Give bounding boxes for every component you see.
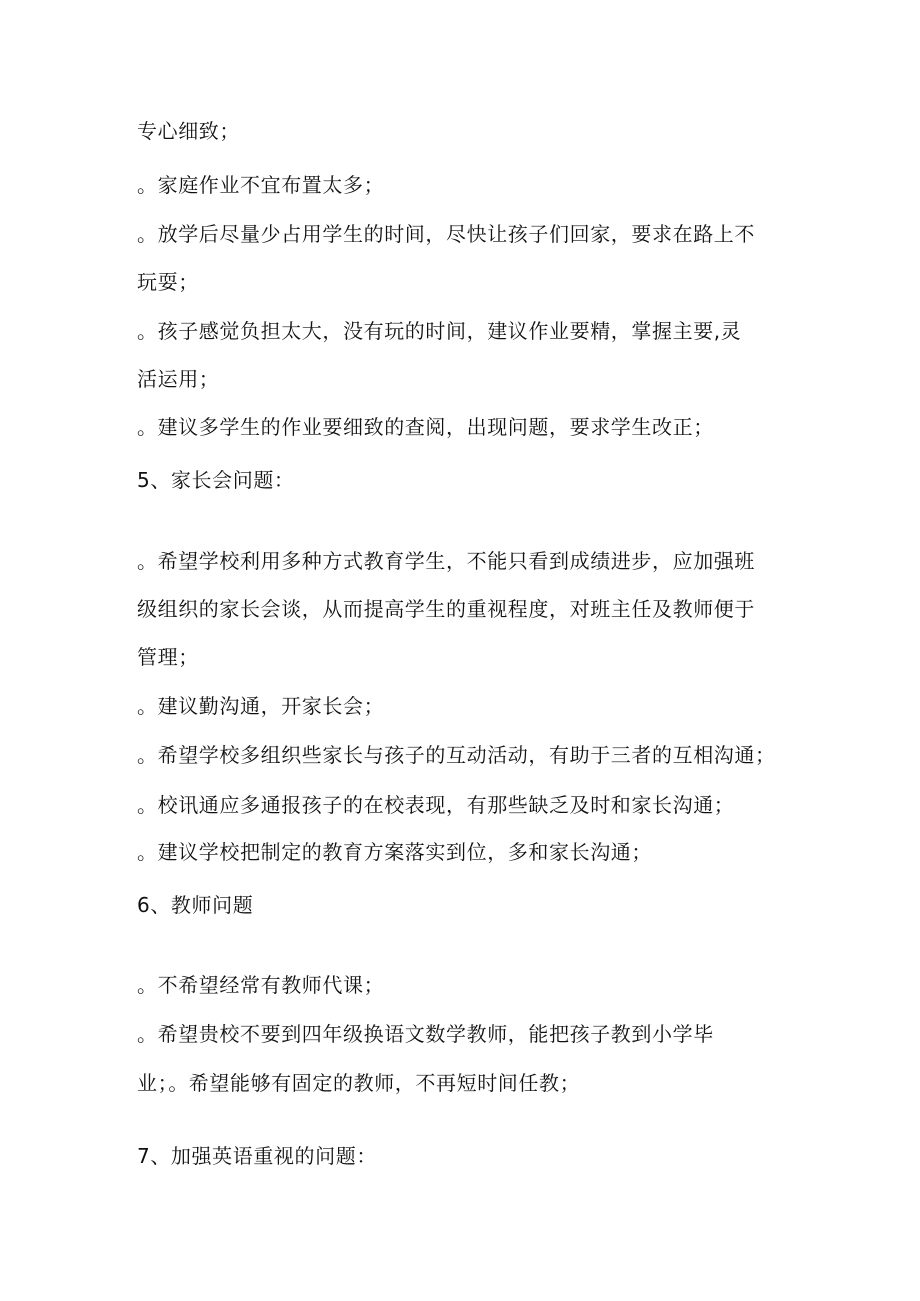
text-line: 管理； <box>137 645 199 669</box>
text-line: 。孩子感觉负担太大，没有玩的时间，建议作业要精，掌握主要,灵 <box>137 319 742 343</box>
text-line: 。家庭作业不宜布置太多； <box>137 173 385 197</box>
section-heading: 7、加强英语重视的问题： <box>137 1144 377 1168</box>
text-line: 专心细致； <box>137 119 240 143</box>
text-line: 。放学后尽量少占用学生的时间，尽快让孩子们回家，要求在路上不 <box>137 222 755 246</box>
text-line: 玩耍； <box>137 270 199 294</box>
section-heading: 6、教师问题 <box>137 893 254 917</box>
section-heading: 5、家长会问题： <box>137 468 295 492</box>
text-line: 。建议多学生的作业要细致的查阅，出现问题，要求学生改正； <box>137 415 714 439</box>
text-line: 。校讯通应多通报孩子的在校表现，有那些缺乏及时和家长沟通； <box>137 793 735 817</box>
text-line: 。希望贵校不要到四年级换语文数学教师，能把孩子教到小学毕 <box>137 1022 714 1046</box>
text-line: 。不希望经常有教师代课； <box>137 973 385 997</box>
text-line: 级组织的家长会谈，从而提高学生的重视程度，对班主任及教师便于 <box>137 597 755 621</box>
text-line: 。建议学校把制定的教育方案落实到位，多和家长沟通； <box>137 840 652 864</box>
text-line: 业；。希望能够有固定的教师，不再短时间任教； <box>137 1071 581 1095</box>
text-line: 活运用； <box>137 367 220 391</box>
text-line: 。希望学校多组织些家长与孩子的互动活动，有助于三者的互相沟通； <box>137 743 776 767</box>
text-line: 。希望学校利用多种方式教育学生，不能只看到成绩进步，应加强班 <box>137 549 755 573</box>
text-line: 。建议勤沟通，开家长会； <box>137 694 385 718</box>
